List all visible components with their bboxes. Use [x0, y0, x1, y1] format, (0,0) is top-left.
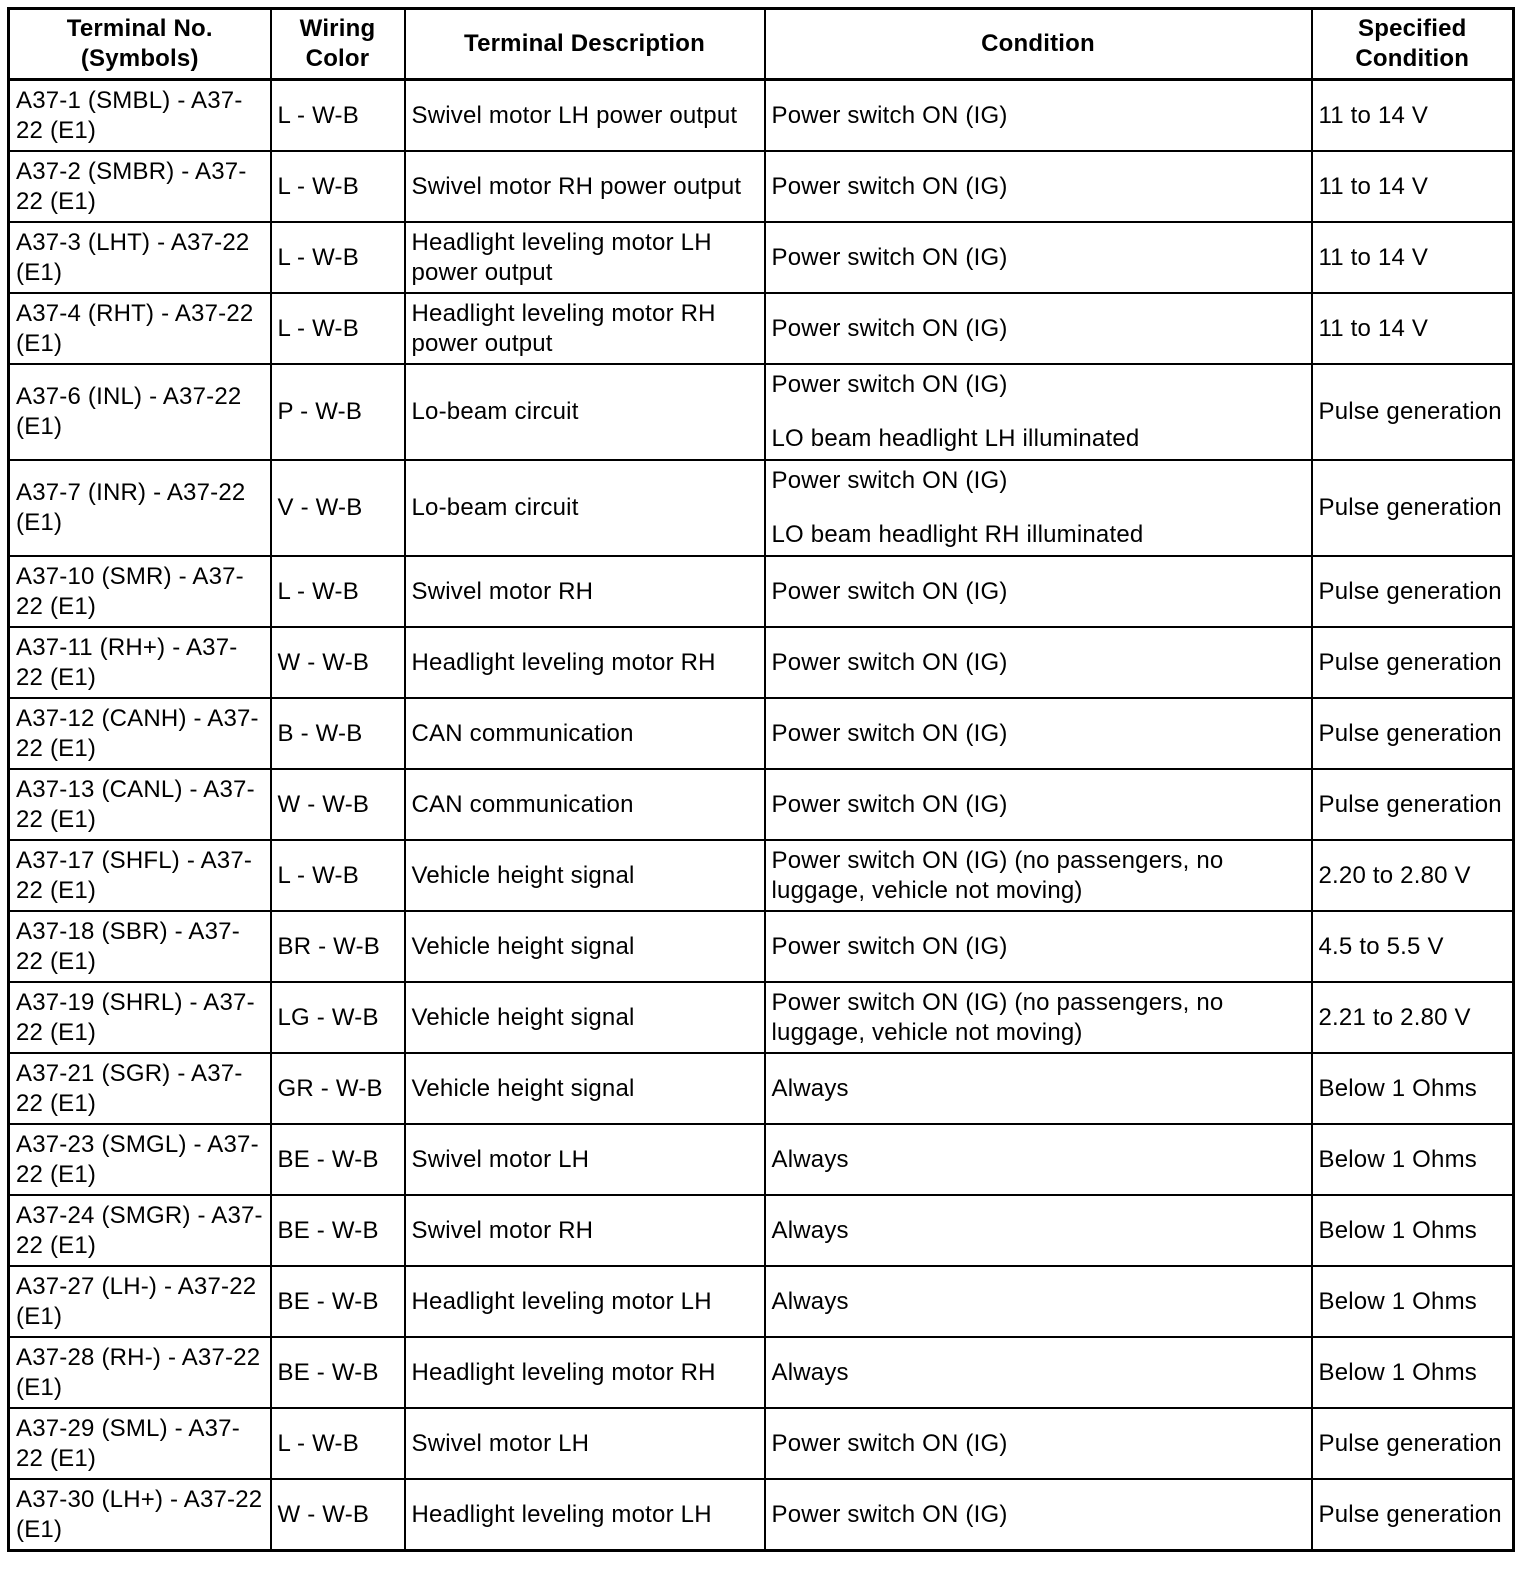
- cell-terminal-description: Headlight leveling motor LH: [405, 1266, 765, 1337]
- cell-condition: [765, 364, 1312, 460]
- cell-wiring-color: W - W-B: [271, 769, 405, 840]
- cell-condition: [765, 1337, 1312, 1408]
- cell-terminal-no: A37-12 (CANH) - A37-22 (E1): [9, 698, 271, 769]
- cell-wiring-color: V - W-B: [271, 460, 405, 556]
- cell-specified-condition: Pulse generation: [1312, 1408, 1514, 1479]
- condition-line: Power switch ON (IG): [771, 172, 1008, 200]
- cell-terminal-description: Headlight leveling motor LH: [405, 1479, 765, 1551]
- table-row: [9, 1337, 1514, 1408]
- cell-wiring-color: BE - W-B: [271, 1337, 405, 1408]
- cell-condition: [765, 151, 1312, 222]
- condition-line: Always: [771, 1074, 849, 1102]
- cell-terminal-no: A37-11 (RH+) - A37-22 (E1): [9, 627, 271, 698]
- cell-terminal-description: Vehicle height signal: [405, 911, 765, 982]
- cell-terminal-description: Swivel motor LH power output: [405, 80, 765, 152]
- condition-line: LO beam headlight RH illuminated: [771, 521, 1144, 548]
- cell-wiring-color: W - W-B: [271, 1479, 405, 1551]
- table-row: [9, 151, 1514, 222]
- cell-specified-condition: 2.20 to 2.80 V: [1312, 840, 1514, 911]
- cell-terminal-no: A37-1 (SMBL) - A37-22 (E1): [9, 80, 271, 152]
- cell-specified-condition: 4.5 to 5.5 V: [1312, 911, 1514, 982]
- cell-specified-condition: 11 to 14 V: [1312, 151, 1514, 222]
- cell-specified-condition: 11 to 14 V: [1312, 293, 1514, 364]
- cell-specified-condition: Below 1 Ohms: [1312, 1337, 1514, 1408]
- cell-terminal-description: Vehicle height signal: [405, 982, 765, 1053]
- cell-terminal-no: A37-27 (LH-) - A37-22 (E1): [9, 1266, 271, 1337]
- cell-terminal-description: Headlight leveling motor RH: [405, 627, 765, 698]
- cell-terminal-description: Vehicle height signal: [405, 840, 765, 911]
- cell-wiring-color: BR - W-B: [271, 911, 405, 982]
- cell-condition: [765, 293, 1312, 364]
- cell-wiring-color: LG - W-B: [271, 982, 405, 1053]
- cell-wiring-color: L - W-B: [271, 80, 405, 152]
- condition-line: Power switch ON (IG): [771, 243, 1008, 271]
- cell-condition: [765, 982, 1312, 1053]
- cell-terminal-description: CAN communication: [405, 698, 765, 769]
- cell-terminal-description: Headlight leveling motor RH: [405, 1337, 765, 1408]
- condition-line: Power switch ON (IG): [771, 371, 1008, 398]
- cell-terminal-description: Lo-beam circuit: [405, 364, 765, 460]
- condition-line: Power switch ON (IG): [771, 790, 1008, 818]
- cell-condition: [765, 460, 1312, 556]
- cell-condition: [765, 1266, 1312, 1337]
- condition-line: Power switch ON (IG): [771, 1429, 1008, 1457]
- cell-wiring-color: P - W-B: [271, 364, 405, 460]
- table-body: [9, 80, 1514, 1551]
- table-row: [9, 364, 1514, 460]
- condition-line: Power switch ON (IG): [771, 101, 1008, 129]
- table-row: [9, 1266, 1514, 1337]
- condition-line: Power switch ON (IG): [771, 648, 1008, 676]
- condition-line: Power switch ON (IG): [771, 467, 1008, 494]
- condition-line: Power switch ON (IG): [771, 314, 1008, 342]
- cell-wiring-color: L - W-B: [271, 222, 405, 293]
- cell-condition: [765, 698, 1312, 769]
- cell-specified-condition: 11 to 14 V: [1312, 222, 1514, 293]
- cell-specified-condition: Below 1 Ohms: [1312, 1053, 1514, 1124]
- condition-line: Always: [771, 1358, 849, 1386]
- cell-wiring-color: GR - W-B: [271, 1053, 405, 1124]
- cell-specified-condition: Pulse generation: [1312, 460, 1514, 556]
- cell-specified-condition: Pulse generation: [1312, 556, 1514, 627]
- cell-terminal-no: A37-6 (INL) - A37-22 (E1): [9, 364, 271, 460]
- condition-line: LO beam headlight LH illuminated: [771, 425, 1140, 452]
- table-row: [9, 627, 1514, 698]
- table-row: [9, 556, 1514, 627]
- table-row: [9, 80, 1514, 152]
- cell-wiring-color: L - W-B: [271, 1408, 405, 1479]
- cell-terminal-no: A37-10 (SMR) - A37-22 (E1): [9, 556, 271, 627]
- cell-condition: [765, 840, 1312, 911]
- condition-line: Power switch ON (IG): [771, 719, 1008, 747]
- cell-terminal-no: A37-29 (SML) - A37-22 (E1): [9, 1408, 271, 1479]
- condition-line: Power switch ON (IG) (no passengers, no luggage, vehicle not moving): [771, 846, 1224, 904]
- terminal-table: [7, 7, 1515, 1552]
- condition-line: Always: [771, 1216, 849, 1244]
- cell-terminal-description: CAN communication: [405, 769, 765, 840]
- cell-terminal-description: Swivel motor LH: [405, 1408, 765, 1479]
- cell-wiring-color: L - W-B: [271, 151, 405, 222]
- cell-specified-condition: 11 to 14 V: [1312, 80, 1514, 152]
- cell-wiring-color: BE - W-B: [271, 1266, 405, 1337]
- cell-condition: [765, 1195, 1312, 1266]
- cell-specified-condition: Pulse generation: [1312, 1479, 1514, 1551]
- cell-wiring-color: W - W-B: [271, 627, 405, 698]
- cell-terminal-description: Swivel motor LH: [405, 1124, 765, 1195]
- cell-terminal-description: Swivel motor RH power output: [405, 151, 765, 222]
- cell-specified-condition: Below 1 Ohms: [1312, 1195, 1514, 1266]
- table-row: [9, 1479, 1514, 1551]
- table-row: [9, 840, 1514, 911]
- table-row: [9, 222, 1514, 293]
- cell-specified-condition: Below 1 Ohms: [1312, 1266, 1514, 1337]
- cell-wiring-color: L - W-B: [271, 556, 405, 627]
- table-row: [9, 293, 1514, 364]
- cell-terminal-description: Lo-beam circuit: [405, 460, 765, 556]
- cell-condition: [765, 80, 1312, 152]
- cell-condition: [765, 222, 1312, 293]
- condition-line: Power switch ON (IG) (no passengers, no luggage, vehicle not moving): [771, 988, 1224, 1046]
- header-row: [9, 9, 1514, 80]
- table-row: [9, 698, 1514, 769]
- cell-terminal-no: A37-4 (RHT) - A37-22 (E1): [9, 293, 271, 364]
- cell-terminal-no: A37-3 (LHT) - A37-22 (E1): [9, 222, 271, 293]
- cell-wiring-color: BE - W-B: [271, 1124, 405, 1195]
- header-terminal-no: Terminal No. (Symbols): [9, 9, 271, 80]
- cell-wiring-color: B - W-B: [271, 698, 405, 769]
- header-terminal-description: Terminal Description: [405, 9, 765, 80]
- condition-line: Power switch ON (IG): [771, 577, 1008, 605]
- table-row: [9, 1053, 1514, 1124]
- cell-terminal-description: Swivel motor RH: [405, 1195, 765, 1266]
- cell-specified-condition: Pulse generation: [1312, 364, 1514, 460]
- cell-condition: [765, 556, 1312, 627]
- cell-terminal-description: Headlight leveling motor RH power output: [405, 293, 765, 364]
- table-row: [9, 982, 1514, 1053]
- cell-condition: [765, 1479, 1312, 1551]
- header-wiring-color: Wiring Color: [271, 9, 405, 80]
- cell-wiring-color: L - W-B: [271, 293, 405, 364]
- condition-line: Always: [771, 1287, 849, 1315]
- cell-terminal-no: A37-7 (INR) - A37-22 (E1): [9, 460, 271, 556]
- cell-terminal-description: Headlight leveling motor LH power output: [405, 222, 765, 293]
- table-row: [9, 911, 1514, 982]
- header-condition: Condition: [765, 9, 1312, 80]
- cell-terminal-no: A37-13 (CANL) - A37-22 (E1): [9, 769, 271, 840]
- cell-wiring-color: BE - W-B: [271, 1195, 405, 1266]
- condition-line: Power switch ON (IG): [771, 1500, 1008, 1528]
- cell-specified-condition: Below 1 Ohms: [1312, 1124, 1514, 1195]
- table-header: [9, 9, 1514, 80]
- cell-terminal-no: A37-19 (SHRL) - A37-22 (E1): [9, 982, 271, 1053]
- condition-line: Power switch ON (IG): [771, 932, 1008, 960]
- cell-condition: [765, 1053, 1312, 1124]
- cell-terminal-no: A37-28 (RH-) - A37-22 (E1): [9, 1337, 271, 1408]
- cell-condition: [765, 1408, 1312, 1479]
- cell-terminal-no: A37-23 (SMGL) - A37-22 (E1): [9, 1124, 271, 1195]
- cell-terminal-description: Swivel motor RH: [405, 556, 765, 627]
- cell-terminal-no: A37-30 (LH+) - A37-22 (E1): [9, 1479, 271, 1551]
- cell-condition: [765, 911, 1312, 982]
- cell-specified-condition: 2.21 to 2.80 V: [1312, 982, 1514, 1053]
- condition-line: Always: [771, 1145, 849, 1173]
- header-specified-condition: Specified Condition: [1312, 9, 1514, 80]
- cell-specified-condition: Pulse generation: [1312, 698, 1514, 769]
- cell-terminal-no: A37-18 (SBR) - A37-22 (E1): [9, 911, 271, 982]
- cell-specified-condition: Pulse generation: [1312, 627, 1514, 698]
- cell-specified-condition: Pulse generation: [1312, 769, 1514, 840]
- table-row: [9, 1124, 1514, 1195]
- cell-terminal-no: A37-24 (SMGR) - A37-22 (E1): [9, 1195, 271, 1266]
- cell-condition: [765, 627, 1312, 698]
- table-row: [9, 1408, 1514, 1479]
- table-row: [9, 1195, 1514, 1266]
- cell-condition: [765, 1124, 1312, 1195]
- cell-terminal-description: Vehicle height signal: [405, 1053, 765, 1124]
- cell-condition: [765, 769, 1312, 840]
- cell-terminal-no: A37-17 (SHFL) - A37-22 (E1): [9, 840, 271, 911]
- cell-terminal-no: A37-21 (SGR) - A37-22 (E1): [9, 1053, 271, 1124]
- cell-wiring-color: L - W-B: [271, 840, 405, 911]
- table-row: [9, 460, 1514, 556]
- table-row: [9, 769, 1514, 840]
- cell-terminal-no: A37-2 (SMBR) - A37-22 (E1): [9, 151, 271, 222]
